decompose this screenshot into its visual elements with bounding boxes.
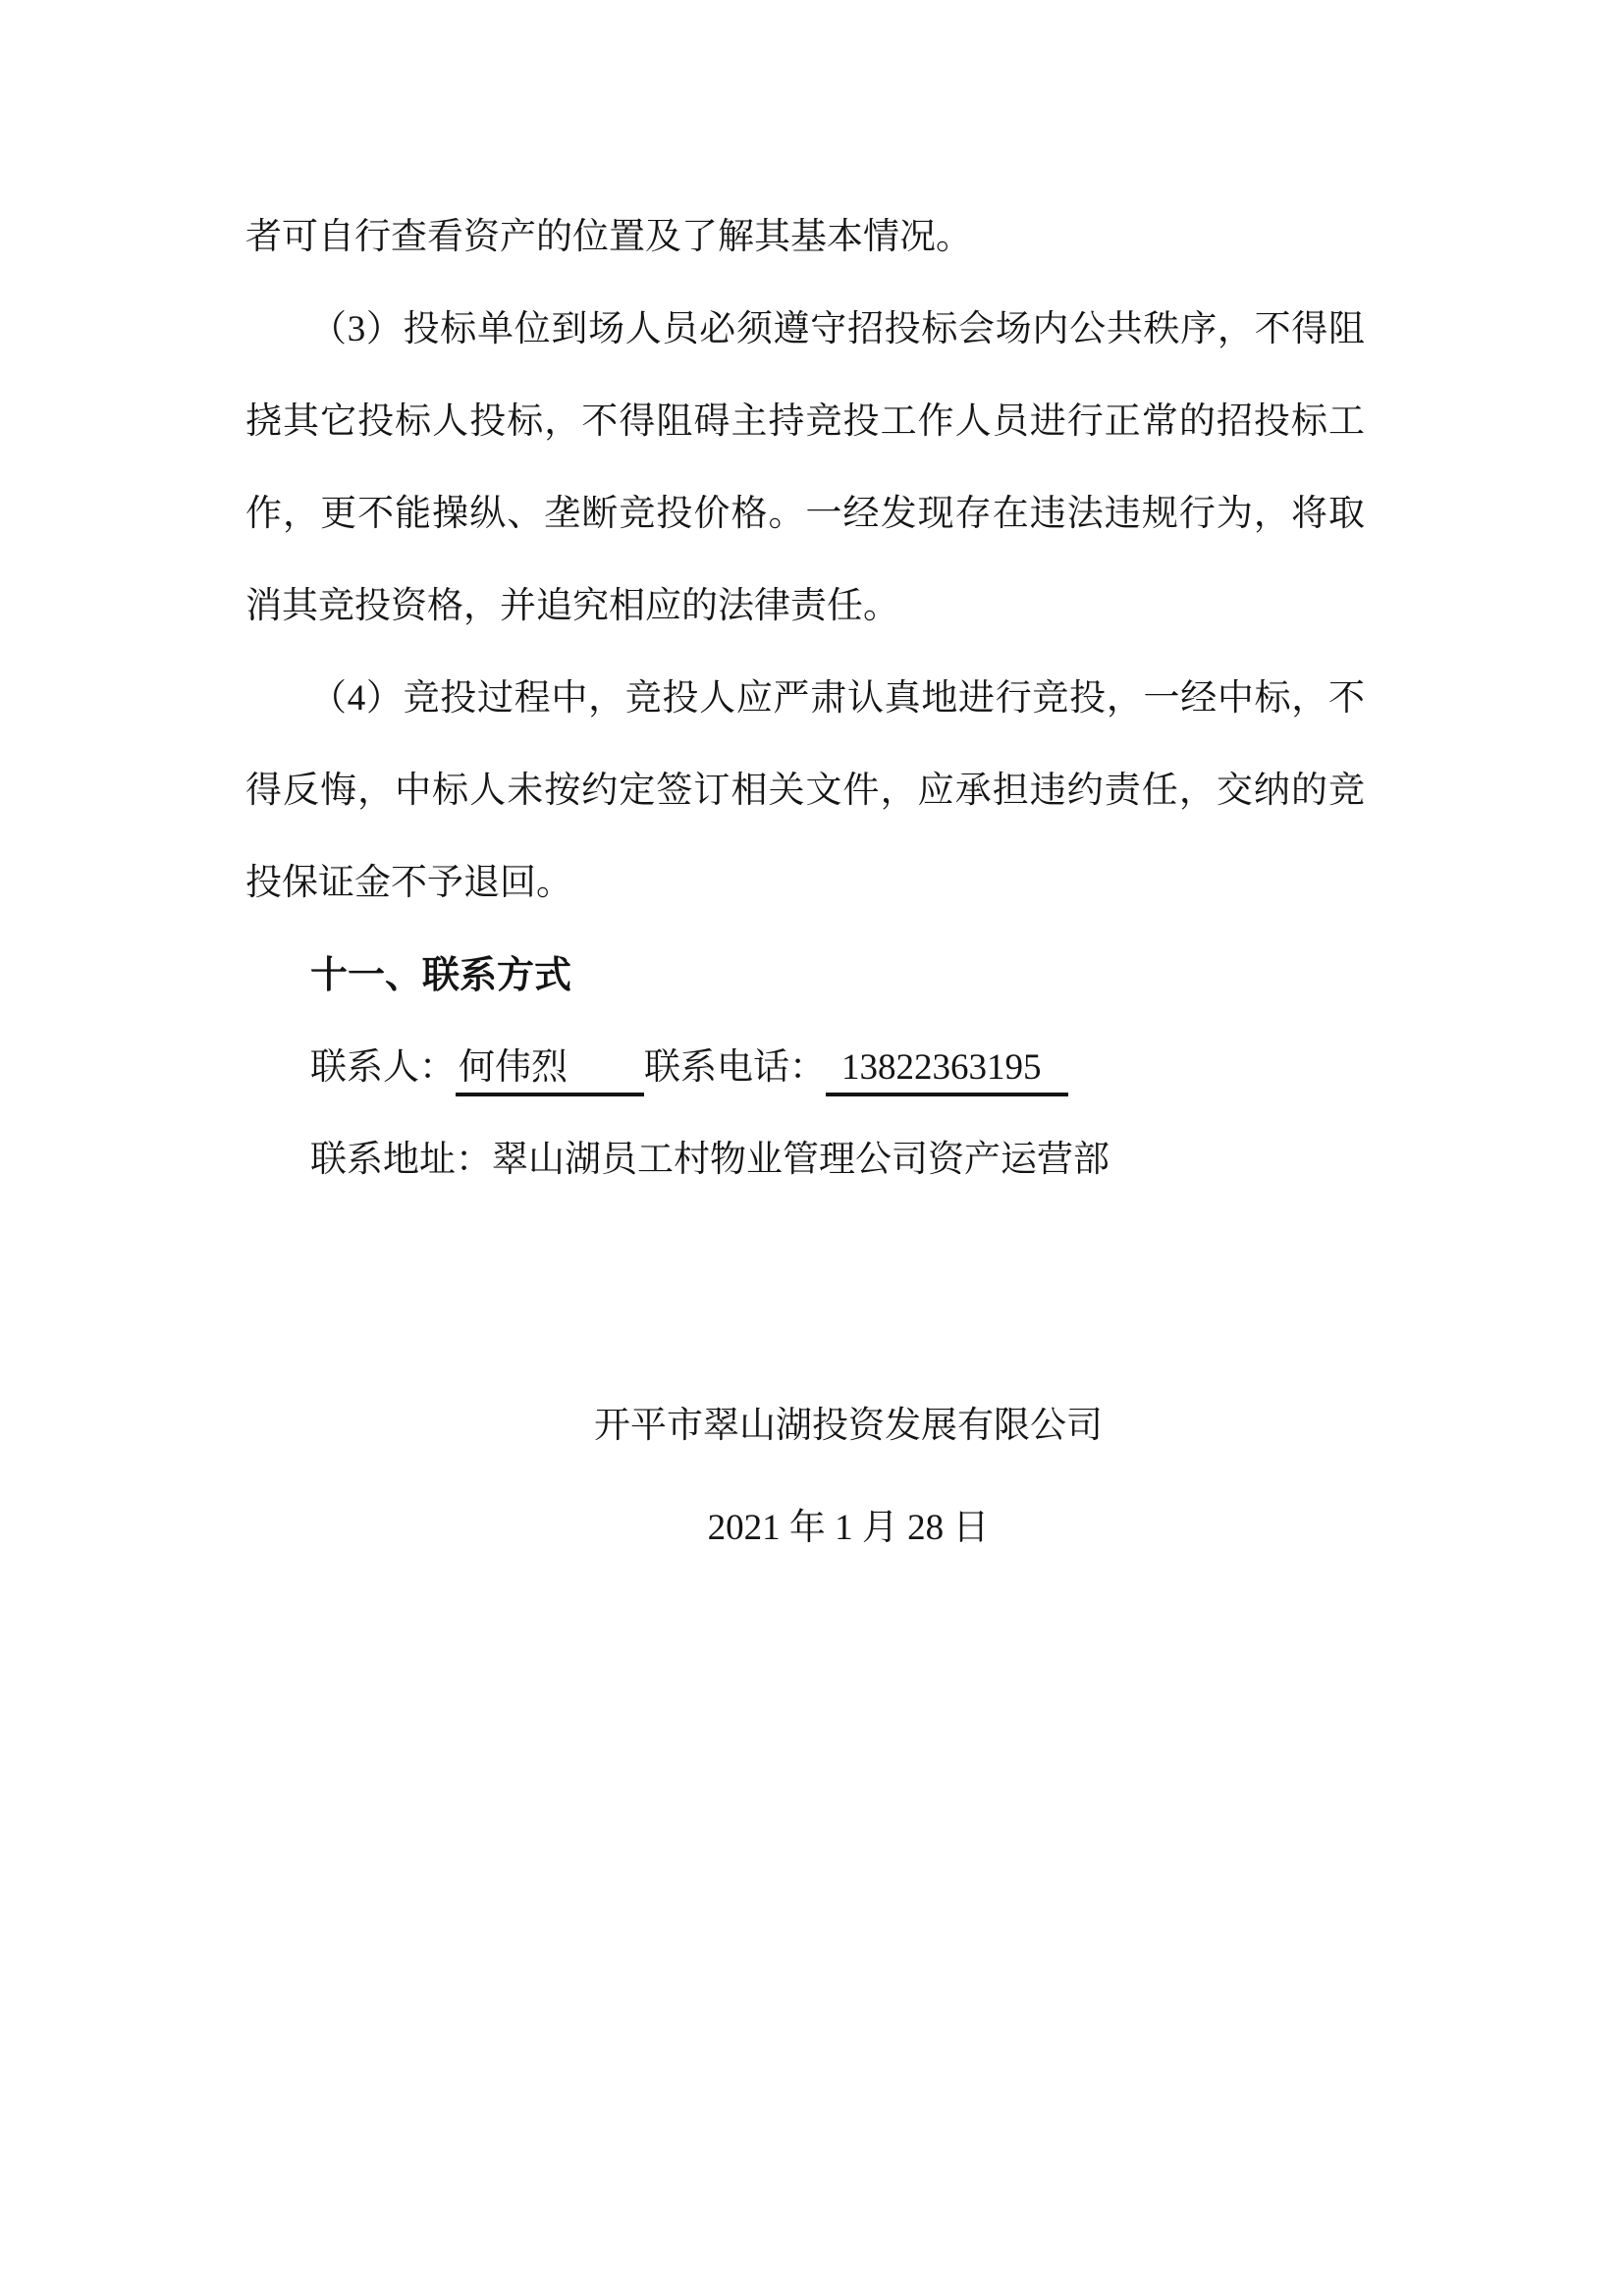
body-line-para3-3: 作，更不能操纵、垄断竞投价格。一经发现存在违法违规行为，将取 <box>245 494 1365 534</box>
signature-company: 开平市翠山湖投资发展有限公司 <box>594 1406 1103 1446</box>
body-line: 者可自行查看资产的位置及了解其基本情况。 <box>245 217 972 257</box>
section-heading: 十一、联系方式 <box>310 955 572 996</box>
body-line-para4-1: （4）竞投过程中，竞投人应严肃认真地进行竞投，一经中标，不 <box>310 678 1365 719</box>
contact-phone-value: 13822363195 <box>826 1043 1068 1096</box>
body-line-para3-2: 挠其它投标人投标，不得阻碍主持竞投工作人员进行正常的招投标工 <box>245 401 1365 442</box>
body-line-para4-3: 投保证金不予退回。 <box>245 863 572 903</box>
contact-person-label: 联系人： <box>310 1047 456 1088</box>
body-line-para3-1: （3）投标单位到场人员必须遵守招投标会场内公共秩序，不得阻 <box>310 309 1365 349</box>
document-body <box>245 191 1365 1206</box>
body-line-para4-2: 得反悔，中标人未按约定签订相关文件，应承担违约责任，交纳的竞 <box>245 771 1365 811</box>
contact-line <box>245 1022 1365 1114</box>
contact-address-line: 联系地址：翠山湖员工村物业管理公司资产运营部 <box>310 1140 1110 1180</box>
body-line-para3-4: 消其竞投资格，并追究相应的法律责任。 <box>245 586 899 626</box>
signature-date: 2021 年 1 月 28 日 <box>707 1508 990 1548</box>
contact-person-value: 何伟烈 <box>456 1043 644 1096</box>
contact-phone-label: 联系电话： <box>644 1047 826 1088</box>
